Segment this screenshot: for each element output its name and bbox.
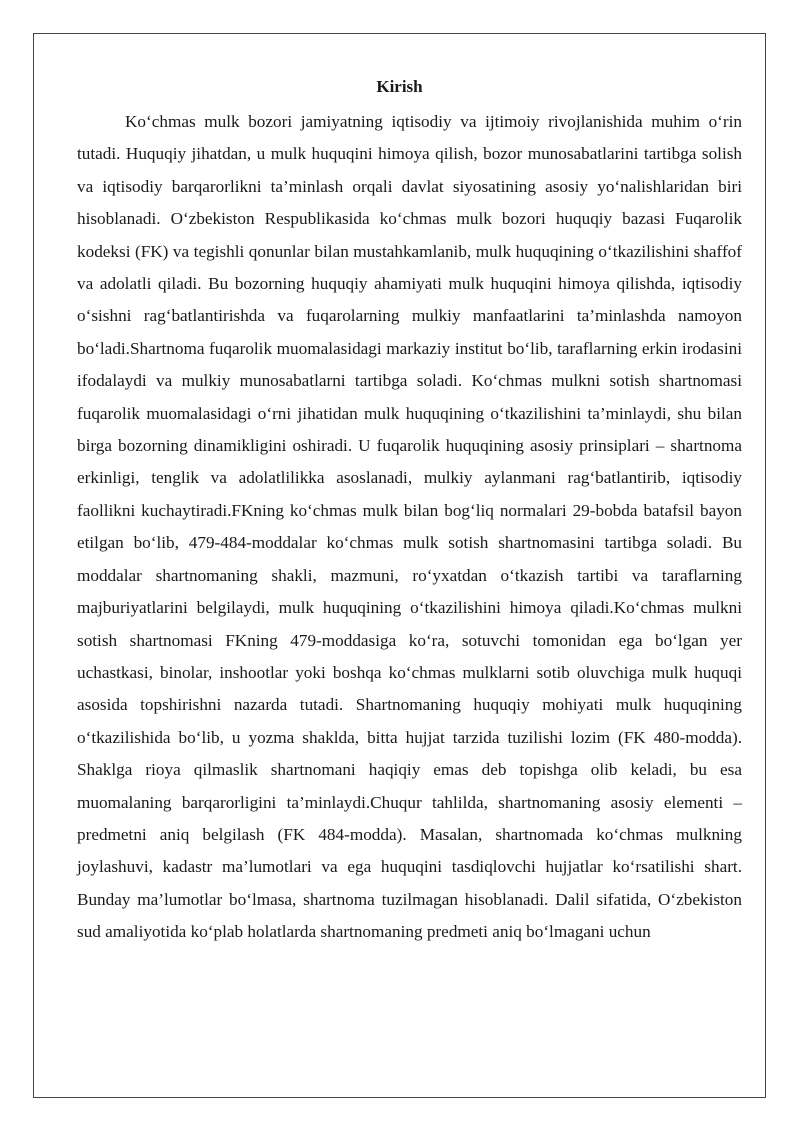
page-title: Kirish [376,77,423,96]
body-paragraph: Ko‘chmas mulk bozori jamiyatning iqtisodiy va ijtimoiy rivojlanishida muhim o‘rin tutadi. Huquqiy jihatdan, u mulk huquqini himoya qilish, bozor munosabatlarini tartibga solish va iqtisodiy barqarorlikni ta’minlash orqali davlat siyosatining asosiy yo‘nalishlaridan biri hisoblanadi. O‘zbekiston Respublikasida ko‘chmas mulk bozori huquqiy bazasi Fuqarolik kodeksi (FK) va tegishli qonunlar bilan mustahkamlanib, mulk huquqining o‘tkazilishini shaffof va adolatli qiladi. Bu bozorning huquqiy ahamiyati mulk huquqini himoya qilishda, iqtisodiy o‘sishni rag‘batlantirishda va fuqarolarning mulkiy manfaatlarini ta’minlashda namoyon bo‘ladi.Shartnoma fuqarolik muomalasidagi markaziy institut bo‘lib, taraflarning erkin irodasini ifodalaydi va mulkiy munosabatlarni tartibga soladi. Ko‘chmas mulkni sotish shartnomasi fuqarolik muomalasidagi o‘rni jihatidan mulk huquqining o‘tkazilishini ta’minlaydi, shu bilan birga bozorning dinamikligini oshiradi. U fuqarolik huquqining asosiy prinsiplari – shartnoma erkinligi, tenglik va adolatlilikka asoslanadi, mulkiy aylanmani rag‘batlantirib, iqtisodiy faollikni kuchaytiradi.FKning ko‘chmas mulk bilan bog‘liq normalari 29-bobda batafsil bayon etilgan bo‘lib, 479-484-moddalar ko‘chmas mulk sotish shartnomasini tartibga soladi. Bu moddalar shartnomaning shakli, mazmuni, ro‘yxatdan o‘tkazish tartibi va taraflarning majburiyatlarini belgilaydi, mulk huquqining o‘tkazilishini himoya qiladi.Ko‘chmas mulkni sotish shartnomasi FKning 479-moddasiga ko‘ra, sotuvchi tomonidan ega bo‘lgan yer uchastkasi, binolar, inshootlar yoki boshqa ko‘chmas mulklarni sotib oluvchiga mulk huquqi asosida topshirishni nazarda tutadi. Shartnomaning huquqiy mohiyati mulk huquqining o‘tkazilishida bo‘lib, u yozma shaklda, bitta hujjat tarzida tuzilishi lozim (FK 480-modda). Shaklga rioya qilmaslik shartnomani haqiqiy emas deb topishga olib keladi, bu esa muomalaning barqarorligini ta’minlaydi.Chuqur tahlilda, shartnomaning asosiy elementi – predmetni aniq belgilash (FK 484-modda). Masalan, shartnomada ko‘chmas mulkning joylashuvi, kadastr ma’lumotlari va ega huquqini tasdiqlovchi hujjatlar ko‘rsatilishi shart. Bunday ma’lumotlar bo‘lmasa, shartnoma tuzilmagan hisoblanadi. Dalil sifatida, O‘zbekiston sud amaliyotida ko‘plab holatlarda shartnomaning predmeti aniq bo‘lmagani uchun [77,112,742,942]
